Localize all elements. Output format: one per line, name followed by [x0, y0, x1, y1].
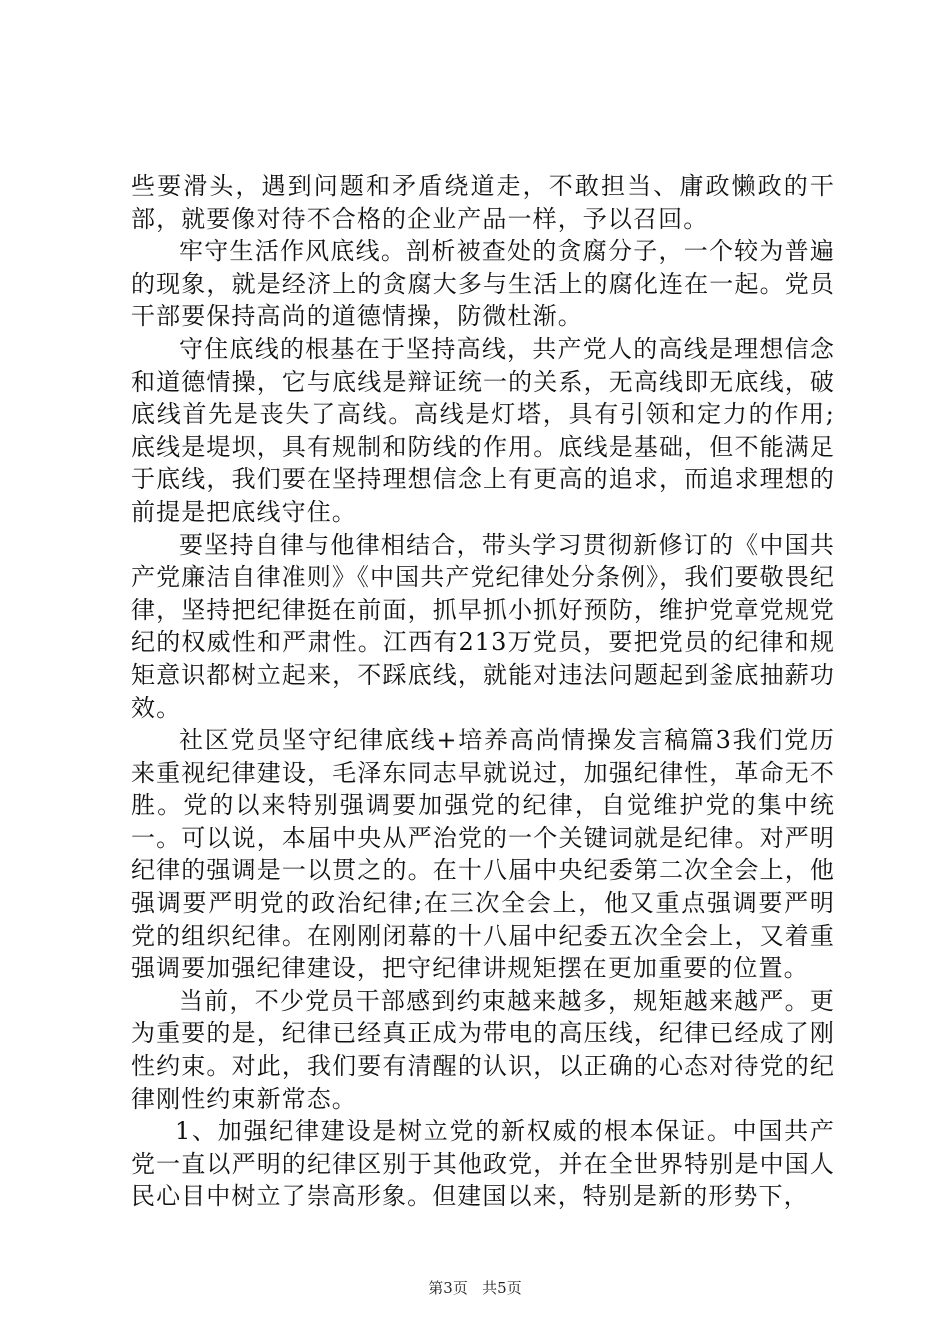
paragraph-7: 1、加强纪律建设是树立党的新权威的根本保证。中国共产党一直以严明的纪律区别于其他政党，并在全世界特别是中国人民心目中树立了崇高形象。但建国以来，特别是新的形势下，: [131, 1117, 835, 1211]
page-footer: [0, 1278, 950, 1298]
footer-separator: [473, 1279, 478, 1297]
paragraph-3: 守住底线的根基在于坚持高线，共产党人的高线是理想信念和道德情操，它与底线是辩证统一的关系，无高线即无底线，破底线首先是丧失了高线。高线是灯塔，具有引领和定力的作用;底线是堤坝，具有规制和防线的作用。底线是基础，但不能满足于底线，我们要在坚持理想信念上有更高的追求，而追求理想的前提是把底线守住。: [131, 334, 835, 526]
document-body: [131, 170, 835, 1213]
paragraph-4: 要坚持自律与他律相结合，带头学习贯彻新修订的《中国共产党廉洁自律准则》《中国共产党纪律处分条例》，我们要敬畏纪律，坚持把纪律挺在前面，抓早抓小抓好预防，维护党章党规党纪的权威性和严肃性。江西有213万党员，要把党员的纪律和规矩意识都树立起来，不踩底线，就能对违法问题起到釜底抽薪功效。: [131, 530, 835, 722]
paragraph-5: 社区党员坚守纪律底线+培养高尚情操发言稿篇3我们党历来重视纪律建设，毛泽东同志早就说过，加强纪律性，革命无不胜。党的以来特别强调要加强党的纪律，自觉维护党的集中统一。可以说，本届中央从严治党的一个关键词就是纪律。对严明纪律的强调是一以贯之的。在十八届中央纪委第二次全会上，他强调要严明党的政治纪律;在三次全会上，他又重点强调要严明党的组织纪律。在刚刚闭幕的十八届中纪委五次全会上，又着重强调要加强纪律建设，把守纪律讲规矩摆在更加重要的位置。: [131, 726, 835, 983]
page-number: 第3页: [428, 1279, 468, 1297]
page-total: 共5页: [482, 1279, 522, 1297]
paragraph-2: 牢守生活作风底线。剖析被查处的贪腐分子，一个较为普遍的现象，就是经济上的贪腐大多与生活上的腐化连在一起。党员干部要保持高尚的道德情操，防微杜渐。: [131, 237, 835, 331]
paragraph-1: 些要滑头，遇到问题和矛盾绕道走，不敢担当、庸政懒政的干部，就要像对待不合格的企业产品一样，予以召回。: [131, 172, 835, 233]
paragraph-6: 当前，不少党员干部感到约束越来越多，规矩越来越严。更为重要的是，纪律已经真正成为带电的高压线，纪律已经成了刚性约束。对此，我们要有清醒的认识，以正确的心态对待党的纪律刚性约束新常态。: [131, 986, 835, 1113]
